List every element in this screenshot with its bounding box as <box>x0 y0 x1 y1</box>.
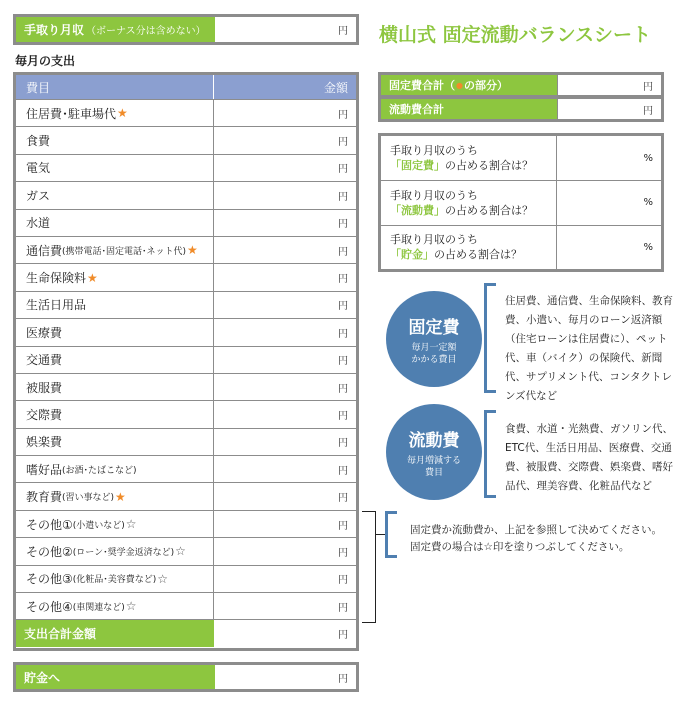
expense-label: 生命保険料 <box>26 271 87 286</box>
ratio-row <box>381 225 661 269</box>
expense-item <box>16 292 214 318</box>
yen-unit: 円 <box>338 137 348 149</box>
expense-item <box>16 182 214 208</box>
expense-item <box>16 210 214 236</box>
expense-item <box>16 100 214 126</box>
expense-amount-field[interactable] <box>214 264 356 290</box>
yen-unit: 円 <box>338 356 348 368</box>
ratio-highlight: 「貯金」 <box>390 248 434 262</box>
hollow-star-icon[interactable]: ☆ <box>157 571 169 586</box>
ratio-highlight: 「固定費」 <box>390 159 445 173</box>
expense-amount-field[interactable] <box>214 593 356 619</box>
yen-unit: 円 <box>338 26 348 37</box>
variable-cost-description: 食費、水道・光熱費、ガソリン代、ETC代、生活日用品、医療費、交通費、被服費、交際費、娯楽費、嗜好品代、理美容費、化粧品代など <box>505 423 673 492</box>
yen-unit: 円 <box>338 602 348 614</box>
table-row <box>16 565 356 592</box>
ratio-rest: の占める割合は？ <box>445 159 533 173</box>
table-row <box>16 482 356 509</box>
percent-unit: % <box>643 152 653 164</box>
ratio-line-2 <box>390 158 556 173</box>
yen-unit: 円 <box>338 575 348 587</box>
expense-sublabel: (携帯電話･固定電話･ネット代) <box>62 246 187 257</box>
table-row <box>16 291 356 318</box>
hollow-star-icon[interactable]: ☆ <box>175 544 186 559</box>
expense-total-row <box>16 619 356 647</box>
fixed-cost-badge-sub1: 毎月一定額 <box>411 342 457 353</box>
ratio-row <box>381 136 661 180</box>
expense-sublabel: (化粧品･美容費など) <box>72 575 157 586</box>
expense-amount-field[interactable] <box>214 538 356 564</box>
expense-item <box>16 347 214 373</box>
ratio-question <box>381 136 557 180</box>
ratio-line-1: 手取り月収のうち <box>390 188 478 202</box>
ratio-row <box>381 180 661 224</box>
expense-item <box>16 319 214 345</box>
expense-item <box>16 456 214 482</box>
hollow-star-icon[interactable]: ☆ <box>125 517 137 532</box>
expense-amount-field[interactable] <box>214 429 356 455</box>
yen-unit: 円 <box>338 301 348 313</box>
expense-sublabel: (お酒･たばこなど) <box>62 465 137 476</box>
table-row <box>16 263 356 290</box>
yen-unit: 円 <box>338 246 348 258</box>
expense-label: 娯楽費 <box>26 435 63 450</box>
expense-label: 教育費 <box>26 490 63 505</box>
ratio-percent-field[interactable] <box>557 136 661 180</box>
ratio-question <box>381 181 557 224</box>
header-item: 費目 <box>16 75 214 99</box>
expense-item <box>16 511 214 537</box>
expense-label: 水道 <box>26 216 51 231</box>
hollow-star-icon[interactable]: ☆ <box>125 599 137 614</box>
ratio-line-2 <box>390 247 556 262</box>
expense-amount-field[interactable] <box>214 511 356 537</box>
expense-sublabel: (ローン･奨学金返済など) <box>72 547 175 558</box>
ratio-line-2 <box>390 203 556 218</box>
income-row <box>13 14 359 45</box>
expense-amount-field[interactable] <box>214 401 356 427</box>
yen-unit: 円 <box>338 673 348 685</box>
yen-unit: 円 <box>338 520 348 532</box>
fixed-cost-badge-sub2: かかる費目 <box>411 354 457 365</box>
yen-unit: 円 <box>338 219 348 231</box>
expense-sublabel: (習い事など) <box>62 493 115 504</box>
variable-cost-total-row <box>378 96 664 122</box>
expense-amount-field[interactable] <box>214 210 356 236</box>
expense-table <box>13 72 359 651</box>
expense-item <box>16 127 214 153</box>
table-row <box>16 592 356 619</box>
others-bracket <box>362 511 376 623</box>
expense-label: ガス <box>26 188 51 203</box>
expense-label: 医療費 <box>26 325 63 340</box>
ratio-percent-field[interactable] <box>557 226 661 269</box>
savings-label: 貯金へ <box>16 665 215 689</box>
table-header <box>16 75 356 99</box>
total-label: 支出合計金額 <box>16 620 214 647</box>
expense-sublabel: (車関連など) <box>72 602 125 613</box>
percent-unit: % <box>643 241 653 253</box>
savings-row <box>13 662 359 692</box>
filled-star-icon: ★ <box>187 243 198 258</box>
expense-item <box>16 374 214 400</box>
expense-amount-field[interactable] <box>214 100 356 126</box>
note-text <box>410 522 662 556</box>
expense-sublabel: (小遣いなど) <box>72 520 125 531</box>
yen-unit: 円 <box>338 438 348 450</box>
table-row <box>16 318 356 345</box>
variable-cost-badge-sub1: 毎月増減する <box>406 455 461 466</box>
ratio-line-1: 手取り月収のうち <box>390 233 478 247</box>
ratio-line-1: 手取り月収のうち <box>390 144 478 158</box>
income-label-text: 手取り月収 <box>24 23 85 37</box>
expense-item <box>16 538 214 564</box>
yen-unit: 円 <box>338 164 348 176</box>
expense-amount-field[interactable] <box>214 127 356 153</box>
table-row <box>16 346 356 373</box>
savings-amount-field[interactable] <box>215 665 356 689</box>
filled-star-icon: ★ <box>115 489 126 504</box>
fixed-cost-description: 住居費、通信費、生命保険料、教育費、小遣い、毎月のローン返済額（住宅ローンは住居費に）、ペット代、車（バイク）の保険代、新聞代、サプリメント代、コンタクトレンズ代など <box>505 295 673 402</box>
total-amount-field[interactable] <box>214 620 356 647</box>
table-row <box>16 209 356 236</box>
note-line-1: 固定費か流動費か、上記を参照して決めてください。 <box>410 524 662 536</box>
ratio-question <box>381 226 557 269</box>
variable-cost-total-field[interactable] <box>557 99 661 119</box>
fixed-cost-total-label <box>381 75 557 95</box>
yen-unit: 円 <box>643 81 653 93</box>
fixed-label-b: の部分） <box>463 79 508 92</box>
expense-item <box>16 264 214 290</box>
expense-amount-field[interactable] <box>214 374 356 400</box>
expense-rows <box>16 99 356 619</box>
yen-unit: 円 <box>338 493 348 505</box>
expense-label: 食費 <box>26 134 51 149</box>
variable-bracket <box>484 410 496 498</box>
expense-label: 交際費 <box>26 407 63 422</box>
expense-label: 電気 <box>26 161 51 176</box>
fixed-cost-badge <box>386 291 482 387</box>
expense-label: 交通費 <box>26 353 63 368</box>
expense-label: その他① <box>26 517 73 532</box>
expense-label: その他② <box>26 544 73 559</box>
variable-cost-badge-sub2: 費目 <box>424 467 443 478</box>
fixed-cost-badge-title: 固定費 <box>408 317 460 338</box>
table-row <box>16 428 356 455</box>
expense-label: その他③ <box>26 572 73 587</box>
yen-unit: 円 <box>338 191 348 203</box>
table-row <box>16 99 356 126</box>
yen-unit: 円 <box>338 328 348 340</box>
sheet-title: 横山式 固定流動バランスシート <box>379 24 652 46</box>
yen-unit: 円 <box>338 410 348 422</box>
ratio-highlight: 「流動費」 <box>390 203 445 217</box>
income-amount-field[interactable] <box>215 17 356 42</box>
ratio-percent-field[interactable] <box>557 181 661 224</box>
expense-item <box>16 566 214 592</box>
expense-amount-field[interactable] <box>214 483 356 509</box>
filled-star-icon: ★ <box>87 270 98 285</box>
table-row <box>16 126 356 153</box>
expense-amount-field[interactable] <box>214 237 356 263</box>
fixed-cost-total-field[interactable] <box>557 75 661 95</box>
table-row <box>16 537 356 564</box>
expense-amount-field[interactable] <box>214 319 356 345</box>
variable-cost-badge <box>386 404 482 500</box>
yen-unit: 円 <box>338 547 348 559</box>
note-connector <box>376 534 385 535</box>
expense-item <box>16 237 214 263</box>
table-row <box>16 154 356 181</box>
expense-amount-field[interactable] <box>214 155 356 181</box>
expense-item <box>16 155 214 181</box>
note-line-2: 固定費の場合は☆印を塗りつぶしてください。 <box>410 541 630 553</box>
filled-star-icon: ★ <box>117 106 128 121</box>
income-note: （ボーナス分は含めない） <box>86 26 206 37</box>
income-label <box>16 17 215 42</box>
table-row <box>16 181 356 208</box>
table-row <box>16 455 356 482</box>
expense-item <box>16 593 214 619</box>
yen-unit: 円 <box>338 630 348 642</box>
expense-label: 通信費 <box>26 243 63 258</box>
expense-label: 嗜好品 <box>26 462 63 477</box>
ratio-box <box>378 133 664 272</box>
expense-item <box>16 401 214 427</box>
expense-item <box>16 483 214 509</box>
table-row <box>16 400 356 427</box>
expense-amount-field[interactable] <box>214 347 356 373</box>
variable-cost-total-label: 流動費合計 <box>381 99 557 119</box>
table-row <box>16 373 356 400</box>
yen-unit: 円 <box>643 105 653 117</box>
expense-label: 住居費･駐車場代 <box>26 106 117 121</box>
expense-amount-field[interactable] <box>214 182 356 208</box>
yen-unit: 円 <box>338 109 348 121</box>
header-amount: 金額 <box>323 80 348 95</box>
yen-unit: 円 <box>338 465 348 477</box>
expense-amount-field[interactable] <box>214 292 356 318</box>
orange-dot-icon: ● <box>456 80 463 90</box>
expense-label: 生活日用品 <box>26 298 87 313</box>
note-bracket <box>385 511 397 558</box>
percent-unit: % <box>643 197 653 209</box>
table-row <box>16 236 356 263</box>
fixed-bracket <box>484 283 496 393</box>
expense-label: 被服費 <box>26 380 63 395</box>
variable-cost-badge-title: 流動費 <box>408 430 460 451</box>
table-row <box>16 510 356 537</box>
expense-item <box>16 429 214 455</box>
fixed-label-a: 固定費合計（ <box>389 79 455 92</box>
ratio-rest: の占める割合は？ <box>434 248 522 262</box>
expense-amount-field[interactable] <box>214 456 356 482</box>
expense-label: その他④ <box>26 599 73 614</box>
fixed-cost-total-row <box>378 72 664 98</box>
monthly-expenses-heading: 毎月の支出 <box>15 54 76 68</box>
ratio-rest: の占める割合は？ <box>445 203 533 217</box>
expense-amount-field[interactable] <box>214 566 356 592</box>
yen-unit: 円 <box>338 383 348 395</box>
yen-unit: 円 <box>338 274 348 286</box>
